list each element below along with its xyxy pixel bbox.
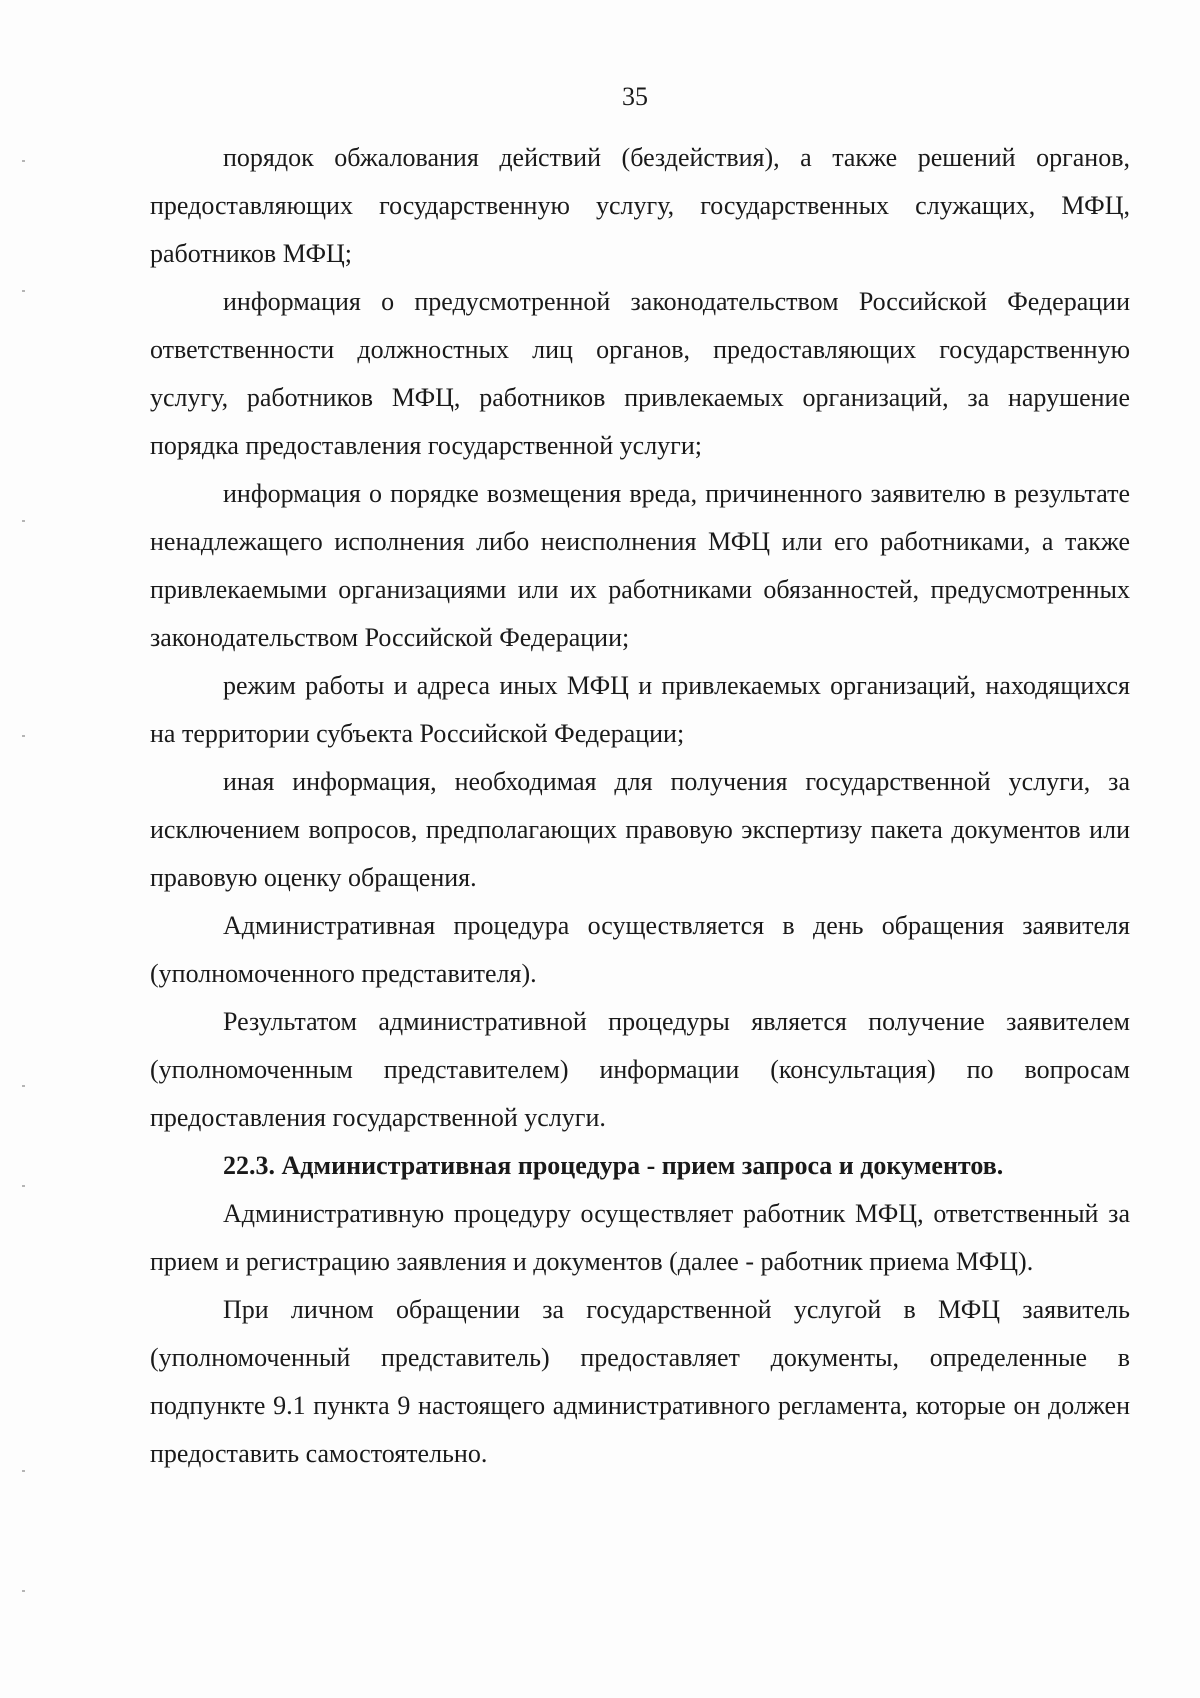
document-body [150,134,1130,1478]
section-heading: 22.3. Административная процедура - прием запроса и документов. [223,1151,1004,1180]
scan-mark [22,160,25,162]
scan-mark [22,520,25,522]
paragraph-procedure-day: Административная процедура осуществляется в день обращения заявителя (уполномоченного представителя). [150,911,1130,988]
scan-mark [22,735,25,737]
scan-mark [22,290,25,292]
scan-mark [22,1470,25,1472]
paragraph-mfc-worker: Административную процедуру осуществляет работник МФЦ, ответственный за прием и регистрацию заявления и документов (далее - работник приема МФЦ). [150,1199,1130,1276]
paragraph-appeal-procedure: порядок обжалования действий (бездействия), а также решений органов, предоставляющих государственную услугу, государственных служащих, МФЦ, работников МФЦ; [150,143,1130,268]
paragraph-damage-compensation: информация о порядке возмещения вреда, причиненного заявителю в результате ненадлежащего исполнения либо неисполнения МФЦ или его работниками, а также привлекаемыми организациями или их работниками обязанностей, предусмотренных законодательством Российской Федерации; [150,479,1130,652]
paragraph-personal-visit: При личном обращении за государственной услугой в МФЦ заявитель (уполномоченный представитель) предоставляет документы, определенные в подпункте 9.1 пункта 9 настоящего административного регламента, которые он должен предоставить самостоятельно. [150,1295,1130,1468]
scan-mark [22,1590,25,1592]
scan-mark [22,1185,25,1187]
paragraph-liability-info: информация о предусмотренной законодательством Российской Федерации ответственности должностных лиц органов, предоставляющих государственную услугу, работников МФЦ, работников привлекаемых организаций, за нарушение порядка предоставления государственной услуги; [150,287,1130,460]
page-number: 35 [622,82,648,111]
paragraph-other-info: иная информация, необходимая для получения государственной услуги, за исключением вопросов, предполагающих правовую экспертизу пакета документов или правовую оценку обращения. [150,767,1130,892]
paragraph-procedure-result: Результатом административной процедуры является получение заявителем (уполномоченным представителем) информации (консультация) по вопросам предоставления государственной услуги. [150,1007,1130,1132]
scan-mark [22,1085,25,1087]
paragraph-working-hours: режим работы и адреса иных МФЦ и привлекаемых организаций, находящихся на территории субъекта Российской Федерации; [150,671,1130,748]
